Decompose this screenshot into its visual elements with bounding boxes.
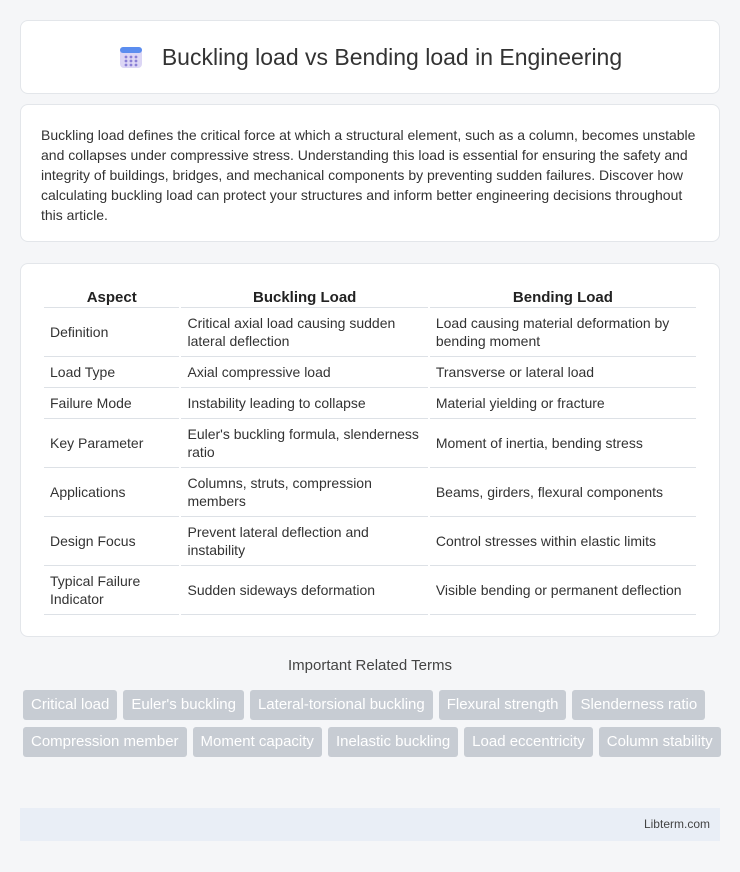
table-cell: Beams, girders, flexural components — [430, 468, 696, 517]
related-terms-tags — [23, 690, 723, 757]
tag-inelastic-buckling[interactable]: Inelastic buckling — [328, 727, 458, 757]
tag-column-stability[interactable]: Column stability — [599, 727, 721, 757]
table-cell: Columns, struts, compression members — [181, 468, 427, 517]
table-cell: Load Type — [44, 357, 179, 388]
intro-text: Buckling load defines the critical force at which a structural element, such as a column, becomes unstable and collapses under compressive stress. Understanding this load is essential for ensuring the safety and integrity of buildings, bridges, and mechanical components by preventing sudden failures. Discover how calculating buckling load can protect your structures and inform better engineering decisions throughout this article. — [41, 127, 696, 223]
footer — [20, 808, 720, 841]
tag-critical-load[interactable]: Critical load — [23, 690, 117, 720]
table-row — [44, 517, 696, 566]
title-card — [20, 20, 720, 94]
page-title: Buckling load vs Bending load in Engineering — [161, 43, 623, 70]
comparison-table-card — [20, 263, 720, 637]
table-row — [44, 308, 696, 357]
table-cell: Typical Failure Indicator — [44, 566, 179, 615]
table-row — [44, 388, 696, 419]
table-cell: Material yielding or fracture — [430, 388, 696, 419]
table-cell: Sudden sideways deformation — [181, 566, 427, 615]
table-row — [44, 419, 696, 468]
header-buckling-load: Buckling Load — [181, 284, 427, 308]
table-row — [44, 357, 696, 388]
table-cell: Control stresses within elastic limits — [430, 517, 696, 566]
table-cell: Design Focus — [44, 517, 179, 566]
table-cell: Failure Mode — [44, 388, 179, 419]
header-bending-load: Bending Load — [430, 284, 696, 308]
table-cell: Transverse or lateral load — [430, 357, 696, 388]
table-header-row — [44, 284, 696, 308]
header-aspect: Aspect — [44, 284, 179, 308]
table-cell: Axial compressive load — [181, 357, 427, 388]
table-cell: Load causing material deformation by bending moment — [430, 308, 696, 357]
tag-moment-capacity[interactable]: Moment capacity — [193, 727, 322, 757]
tag-compression-member[interactable]: Compression member — [23, 727, 187, 757]
comparison-table — [42, 284, 698, 615]
table-cell: Critical axial load causing sudden lateral deflection — [181, 308, 427, 357]
table-cell: Moment of inertia, bending stress — [430, 419, 696, 468]
table-cell: Definition — [44, 308, 179, 357]
table-row — [44, 566, 696, 615]
intro-card — [20, 104, 720, 242]
table-cell: Prevent lateral deflection and instability — [181, 517, 427, 566]
table-cell: Key Parameter — [44, 419, 179, 468]
footer-site-link[interactable]: Libterm.com — [643, 817, 710, 831]
table-cell: Applications — [44, 468, 179, 517]
table-cell: Euler's buckling formula, slenderness ratio — [181, 419, 427, 468]
tag-lateral-torsional-buckling[interactable]: Lateral-torsional buckling — [250, 690, 433, 720]
tag-load-eccentricity[interactable]: Load eccentricity — [464, 727, 593, 757]
calendar-icon — [118, 44, 144, 70]
table-row — [44, 468, 696, 517]
tag-slenderness-ratio[interactable]: Slenderness ratio — [572, 690, 705, 720]
table-cell: Instability leading to collapse — [181, 388, 427, 419]
tag-flexural-strength[interactable]: Flexural strength — [439, 690, 567, 720]
related-terms-title: Important Related Terms — [288, 657, 452, 674]
table-cell: Visible bending or permanent deflection — [430, 566, 696, 615]
tag-eulers-buckling[interactable]: Euler's buckling — [123, 690, 244, 720]
